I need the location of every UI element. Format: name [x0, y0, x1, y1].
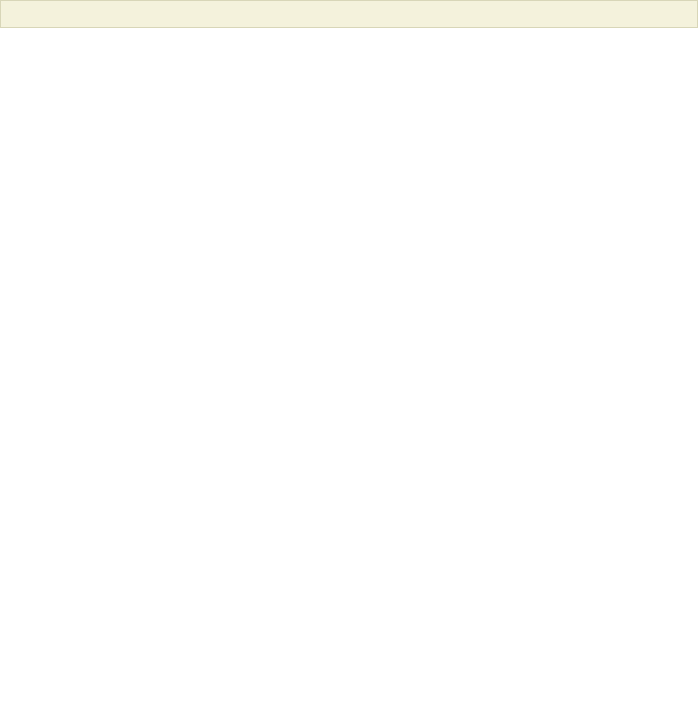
domain-header	[0, 0, 698, 28]
